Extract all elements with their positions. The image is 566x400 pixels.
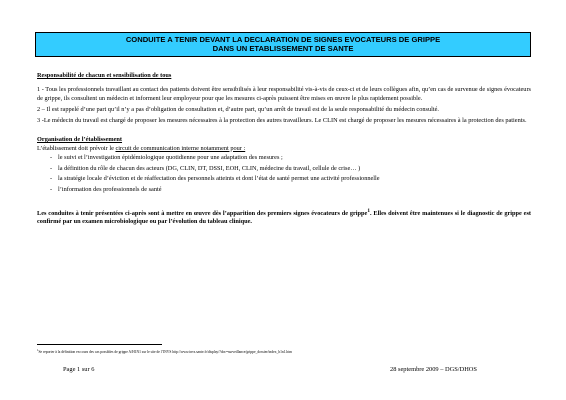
bullet-dash: -: [50, 186, 53, 194]
intro-underlined-text: circuit de communication interne notamment pour :: [115, 144, 246, 152]
list-item: [37, 185, 531, 196]
list-item-text: le suivi et l’investigation épidémiologique quotidienne pour une adaptation des mesures ;: [58, 154, 283, 162]
paragraph-1: 1 - Tous les professionnels travaillant au contact des patients doivent être sensibilisés à leur responsabilité vis-à-vis de ceux-ci et de leurs collègues afin, qu’en cas de survenue de signes évocateurs de grippe, ils consultent un médecin et informent leur employeur pour que les mesures ci-après puissent être mises en œuvre le plus rapidement possible.: [37, 86, 531, 102]
footnote-reference[interactable]: 1: [367, 207, 370, 214]
organisation-list: [37, 153, 531, 196]
closing-text-start: Les conduites à tenir présentées ci-après sont à mettre en œuvre dès l’apparition des premiers signes évocateurs de grippe: [37, 209, 368, 217]
closing-text-end: . Elles doivent être maintenues si le diagnostic de grippe est confirmé par un examen microbiologique ou par l’évolution du tableau clinique.: [37, 209, 531, 226]
list-item: [37, 164, 531, 175]
list-item: [37, 153, 531, 164]
footnote-marker: 1: [37, 348, 39, 352]
bullet-dash: -: [50, 154, 53, 162]
organisation-intro: [37, 145, 531, 153]
document-title-box: [35, 32, 531, 57]
footnote-text: Se reporter à la définition en cours des cas possibles de grippe A/H1N1 sur le site de l’INVS http://www.invs.sante.fr/display/?doc=surveillance/grippe_dossier/index_h1n1.htm: [38, 350, 293, 355]
section-heading-responsabilite: Responsabilité de chacun et sensibilisation de tous: [37, 72, 172, 79]
document-body: [37, 72, 531, 227]
section-heading-organisation: Organisation de l’établissement: [37, 136, 123, 144]
list-item-text: la stratégie locale d’éviction et de réaffectation des personnels atteints et dont l’état de santé permet une activité professionnelle: [58, 175, 380, 183]
paragraph-3: 3 -Le médecin du travail est chargé de proposer les mesures nécessaires à la protection des autres travailleurs. Le CLIN est chargé de proposer les mesures nécessaires à la protection des patients.: [37, 117, 527, 125]
page-number: Page 1 sur 6: [63, 366, 95, 373]
title-line-2: DANS UN ETABLISSEMENT DE SANTE: [212, 44, 354, 53]
list-item: [37, 174, 531, 185]
title-line-1: CONDUITE A TENIR DEVANT LA DECLARATION DE SIGNES EVOCATEURS DE GRIPPE: [125, 35, 441, 44]
bullet-dash: -: [50, 175, 53, 183]
footnote: [37, 348, 531, 355]
footnote-divider: [37, 344, 162, 345]
footer-date-source: 28 septembre 2009 – DGS/DHOS: [390, 366, 477, 373]
list-item-text: l’information des professionnels de santé: [58, 186, 162, 194]
list-item-text: la définition du rôle de chacun des acteurs (DG, CLIN, DT, DSSI, EOH, CLIN, médecine du travail, cellule de crise… ): [58, 164, 361, 172]
bullet-dash: -: [50, 164, 53, 172]
paragraph-2: 2 – Il est rappelé d’une part qu’il n’y a pas d’obligation de consultation et, d’autre part, qu’un arrêt de travail est de la seule responsabilité du médecin consulté.: [37, 105, 439, 113]
intro-text: L’établissement doit prévoir le: [37, 144, 116, 152]
closing-paragraph: [37, 207, 531, 227]
